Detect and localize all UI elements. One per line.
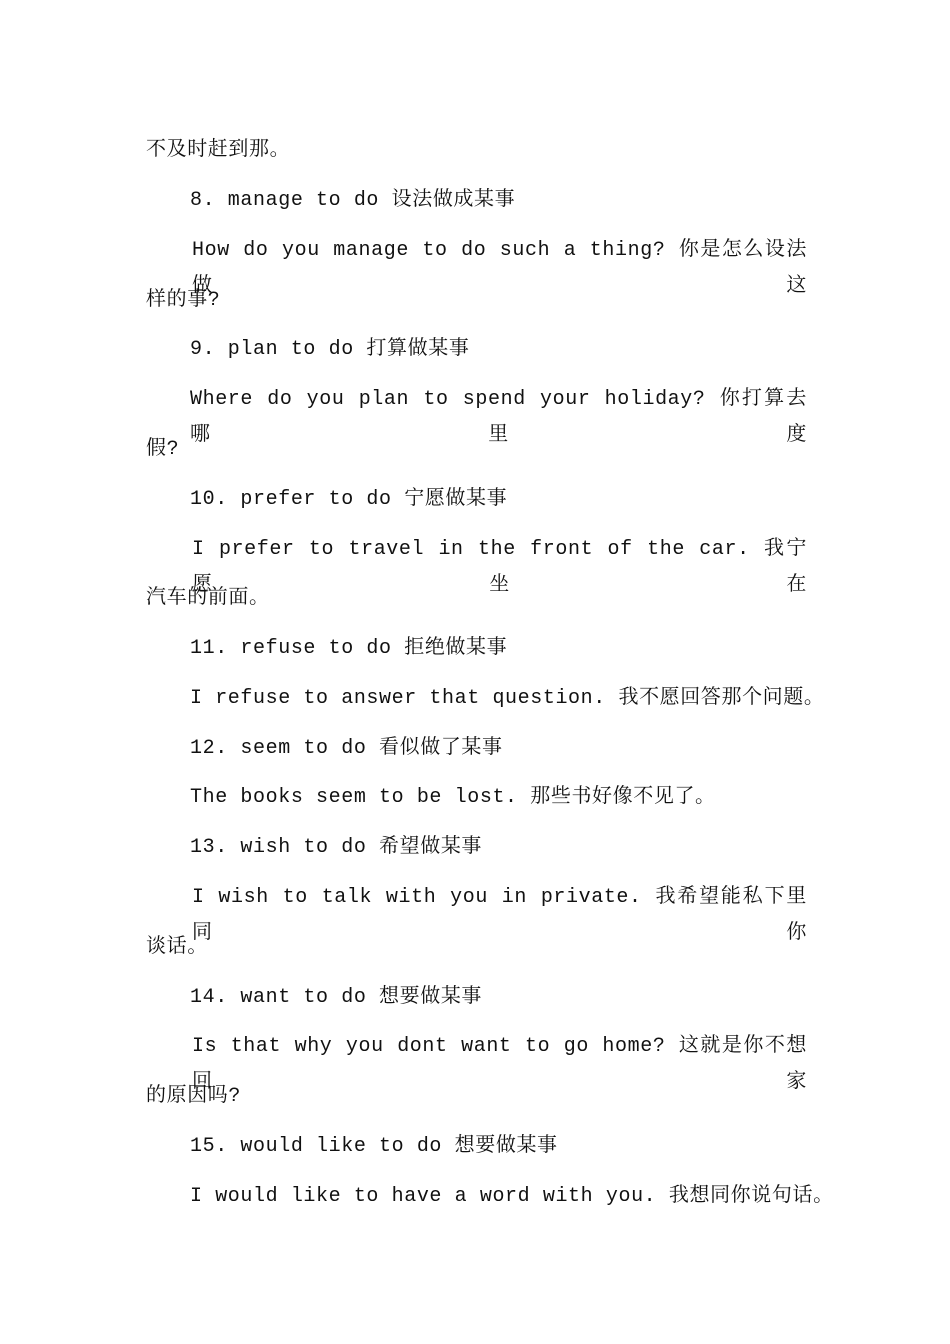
example-sentence: Is that why you dont want to go home? 这就是你不想回家	[192, 1035, 807, 1094]
phrase-heading: 13. wish to do 希望做某事	[190, 836, 483, 859]
phrase-heading: 12. seem to do 看似做了某事	[190, 737, 503, 760]
phrase-heading: 10. prefer to do 宁愿做某事	[190, 488, 508, 511]
phrase-heading: 8. manage to do 设法做成某事	[190, 189, 516, 212]
example-sentence-continued: 假?	[146, 438, 180, 461]
phrase-heading: 14. want to do 想要做某事	[190, 986, 483, 1009]
text-line: 不及时赶到那。	[146, 139, 291, 162]
example-sentence: How do you manage to do such a thing? 你是怎么设法做这	[192, 239, 807, 298]
example-sentence-continued: 样的事?	[146, 289, 221, 312]
example-sentence-continued: 的原因吗?	[146, 1085, 242, 1108]
example-sentence: The books seem to be lost. 那些书好像不见了。	[190, 786, 716, 809]
example-sentence: I wish to talk with you in private. 我希望能私下里同你	[192, 886, 807, 945]
example-sentence: Where do you plan to spend your holiday? 你打算去哪里度	[190, 388, 807, 447]
phrase-heading: 9. plan to do 打算做某事	[190, 338, 470, 361]
phrase-heading: 15. would like to do 想要做某事	[190, 1135, 558, 1158]
example-sentence: I would like to have a word with you. 我想同你说句话。	[190, 1185, 834, 1208]
example-sentence: I refuse to answer that question. 我不愿回答那个问题。	[190, 687, 825, 710]
example-sentence-continued: 汽车的前面。	[146, 587, 270, 610]
example-sentence: I prefer to travel in the front of the car. 我宁愿坐在	[192, 538, 807, 597]
example-sentence-continued: 谈话。	[146, 936, 208, 959]
phrase-heading: 11. refuse to do 拒绝做某事	[190, 637, 508, 660]
